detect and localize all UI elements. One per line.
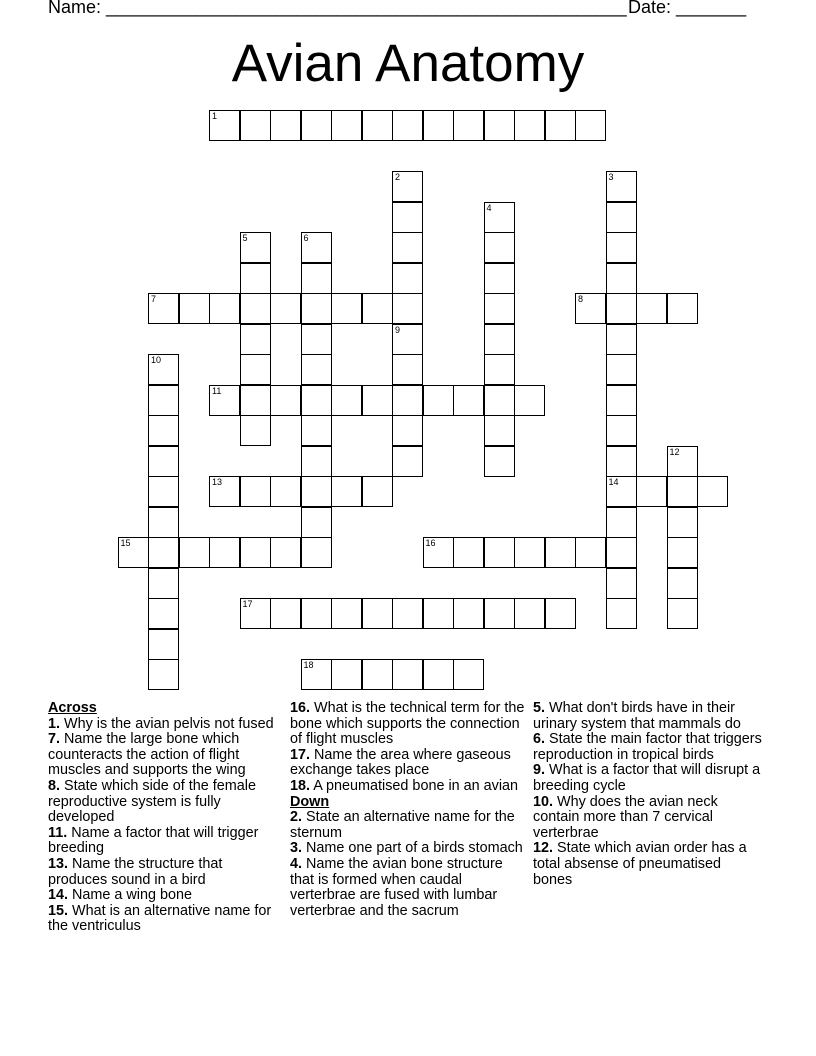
clue-number-label: 16 [425, 538, 436, 548]
clue-number-label: 18 [303, 660, 314, 670]
page-title: Avian Anatomy [231, 34, 585, 93]
grid-cell[interactable] [484, 415, 515, 446]
clue-number-label: 13 [212, 477, 223, 487]
clue-text: State the main factor that triggers reproduction in tropical birds [533, 731, 762, 763]
grid-cell[interactable] [362, 110, 393, 141]
clue-text: Name a factor that will trigger breeding [48, 824, 259, 857]
grid-cell[interactable] [392, 598, 423, 629]
grid-cell[interactable] [484, 293, 515, 324]
clue-number-label: 11 [212, 385, 222, 396]
grid-cell[interactable] [148, 446, 179, 477]
grid-cell[interactable] [148, 507, 179, 538]
date-line[interactable]: Date: _______ [628, 0, 747, 17]
grid-cell[interactable] [209, 110, 240, 141]
grid-cell[interactable] [484, 202, 515, 233]
grid-cell[interactable] [514, 598, 545, 629]
grid-cell[interactable] [423, 598, 454, 629]
clue-text: Why does the avian neck contain more than 7 cervical verterbrae [533, 793, 718, 841]
clue-text: What is an alternative name for the ventriculus [48, 902, 272, 935]
clue-number-label: 17 [242, 599, 253, 609]
grid-cell[interactable] [667, 507, 698, 538]
grid-cell[interactable] [301, 293, 332, 324]
grid-cell[interactable] [606, 476, 637, 507]
grid-cell[interactable] [331, 598, 362, 629]
clue-across [290, 748, 528, 779]
clue-number: 7. [48, 731, 61, 748]
grid-cell[interactable] [606, 354, 637, 385]
grid-cell[interactable] [362, 598, 393, 629]
grid-cell[interactable] [392, 293, 423, 324]
clue-number: 9. [533, 762, 546, 779]
clue-number: 16. [290, 700, 311, 716]
grid-cell[interactable] [575, 110, 606, 141]
grid-cell[interactable] [301, 324, 332, 355]
grid-cell[interactable] [606, 263, 637, 294]
grid-cell[interactable] [392, 263, 423, 294]
clue-across [48, 717, 278, 733]
clue-number: 18. [290, 777, 311, 794]
grid-cell[interactable] [270, 537, 301, 568]
clue-number-label: 8 [578, 294, 584, 304]
clue-number-label: 6 [303, 233, 309, 243]
clue-across [48, 732, 278, 779]
grid-cell[interactable] [514, 537, 545, 568]
clue-number-label: 3 [608, 172, 614, 182]
grid-cell[interactable] [606, 446, 637, 477]
grid-cell[interactable] [240, 293, 271, 324]
grid-cell[interactable] [331, 110, 362, 141]
grid-cell[interactable] [301, 476, 332, 507]
grid-cell[interactable] [301, 446, 332, 477]
grid-cell[interactable] [301, 598, 332, 629]
grid-cell[interactable] [301, 537, 332, 568]
grid-cell[interactable] [301, 385, 332, 416]
clues-column-3 [533, 701, 763, 888]
grid-cell[interactable] [636, 476, 667, 507]
grid-cell[interactable] [545, 537, 576, 568]
clue-text: What is the technical term for the bone which supports the connection of flight muscles [290, 700, 525, 748]
grid-cell[interactable] [484, 324, 515, 355]
clue-across [48, 904, 278, 935]
grid-cell[interactable] [240, 385, 271, 416]
grid-cell[interactable] [484, 598, 515, 629]
clue-text: A pneumatised bone in an avian [313, 777, 519, 794]
clue-across [48, 779, 278, 826]
grid-cell[interactable] [301, 354, 332, 385]
clue-number: 15. [48, 902, 69, 919]
grid-cell[interactable] [118, 537, 149, 568]
across-heading: Across [48, 700, 97, 716]
grid-cell[interactable] [240, 598, 271, 629]
grid-cell[interactable] [514, 110, 545, 141]
clue-number: 6. [533, 731, 546, 748]
clue-text: State which side of the female reproductive system is fully developed [48, 777, 256, 826]
grid-cell[interactable] [270, 110, 301, 141]
grid-cell[interactable] [606, 507, 637, 538]
clue-number-label: 2 [395, 172, 401, 182]
grid-cell[interactable] [301, 110, 332, 141]
grid-cell[interactable] [301, 659, 332, 690]
grid-cell[interactable] [575, 293, 606, 324]
grid-cell[interactable] [270, 598, 301, 629]
grid-cell[interactable] [484, 354, 515, 385]
grid-cell[interactable] [240, 232, 271, 263]
grid-cell[interactable] [148, 659, 179, 690]
clue-down [533, 841, 763, 888]
clue-number: 2. [290, 809, 303, 826]
clue-text: Name a wing bone [72, 887, 193, 904]
clue-number-label: 14 [608, 477, 619, 487]
grid-cell[interactable] [209, 476, 240, 507]
clue-number-label: 1 [212, 111, 218, 121]
grid-cell[interactable] [667, 537, 698, 568]
grid-cell[interactable] [148, 354, 179, 385]
grid-cell[interactable] [636, 293, 667, 324]
grid-cell[interactable] [606, 324, 637, 355]
clue-text: What don't birds have in their urinary system that mammals do [533, 700, 741, 732]
grid-cell[interactable] [453, 110, 484, 141]
grid-cell[interactable] [423, 537, 454, 568]
grid-cell[interactable] [362, 659, 393, 690]
grid-cell[interactable] [667, 293, 698, 324]
grid-cell[interactable] [667, 598, 698, 629]
grid-cell[interactable] [453, 659, 484, 690]
grid-cell[interactable] [667, 568, 698, 599]
clue-number: 1. [48, 715, 61, 732]
clue-text: Name the large bone which counteracts the action of flight muscles and supports the wing [48, 731, 246, 779]
grid-cell[interactable] [179, 293, 210, 324]
grid-cell[interactable] [392, 110, 423, 141]
grid-cell[interactable] [575, 537, 606, 568]
grid-cell[interactable] [484, 232, 515, 263]
clue-number: 4. [290, 855, 303, 872]
grid-cell[interactable] [423, 110, 454, 141]
grid-cell[interactable] [148, 568, 179, 599]
clue-down [290, 841, 528, 857]
clue-across [48, 888, 278, 904]
grid-cell[interactable] [606, 293, 637, 324]
grid-cell[interactable] [606, 171, 637, 202]
grid-cell[interactable] [301, 263, 332, 294]
grid-cell[interactable] [240, 415, 271, 446]
clue-text: Name the avian bone structure that is formed when caudal verterbrae are fused with lumbar verterbrae and the sacrum [290, 855, 503, 919]
grid-cell[interactable] [392, 232, 423, 263]
clue-across [48, 857, 278, 888]
clue-across [290, 701, 528, 748]
clue-number: 17. [290, 746, 311, 763]
grid-cell[interactable] [484, 537, 515, 568]
grid-cell[interactable] [606, 385, 637, 416]
grid-cell[interactable] [484, 446, 515, 477]
grid-cell[interactable] [606, 537, 637, 568]
name-line[interactable]: Name: ____________________________________________________ [48, 0, 627, 17]
grid-cell[interactable] [148, 385, 179, 416]
grid-cell[interactable] [606, 598, 637, 629]
grid-cell[interactable] [423, 385, 454, 416]
grid-cell[interactable] [331, 659, 362, 690]
clue-number-label: 9 [395, 324, 401, 335]
grid-cell[interactable] [148, 293, 179, 324]
clue-number-label: 5 [242, 233, 248, 243]
grid-cell[interactable] [484, 263, 515, 294]
grid-cell[interactable] [697, 476, 728, 507]
grid-cell[interactable] [453, 385, 484, 416]
clue-number-label: 15 [120, 538, 131, 548]
grid-cell[interactable] [606, 415, 637, 446]
clue-number: 5. [533, 700, 546, 716]
clue-number-label: 12 [669, 446, 680, 457]
grid-cell[interactable] [240, 110, 271, 141]
grid-cell[interactable] [301, 232, 332, 263]
clue-text: Why is the avian pelvis not fused [64, 715, 274, 732]
grid-cell[interactable] [301, 415, 332, 446]
grid-cell[interactable] [148, 415, 179, 446]
grid-cell[interactable] [606, 202, 637, 233]
clue-text: Name one part of a birds stomach [306, 840, 523, 857]
clue-text: State which avian order has a total absense of pneumatised bones [533, 840, 747, 888]
grid-cell[interactable] [179, 537, 210, 568]
clue-down [290, 857, 528, 919]
grid-cell[interactable] [240, 476, 271, 507]
clue-number-label: 7 [151, 294, 157, 304]
clue-text: State an alternative name for the sternum [290, 809, 515, 841]
grid-cell[interactable] [209, 385, 240, 416]
grid-cell[interactable] [362, 476, 393, 507]
grid-cell[interactable] [545, 598, 576, 629]
grid-cell[interactable] [209, 537, 240, 568]
grid-cell[interactable] [392, 354, 423, 385]
clues-column-1 [48, 701, 278, 935]
clue-across [48, 826, 278, 857]
grid-cell[interactable] [514, 385, 545, 416]
clue-down [290, 810, 528, 841]
grid-cell[interactable] [392, 324, 423, 355]
clue-number: 3. [290, 840, 303, 857]
grid-cell[interactable] [392, 385, 423, 416]
grid-cell[interactable] [240, 263, 271, 294]
down-heading: Down [290, 793, 330, 810]
clue-number: 13. [48, 855, 69, 872]
clue-number-label: 10 [151, 355, 162, 365]
grid-cell[interactable] [484, 385, 515, 416]
grid-cell[interactable] [148, 598, 179, 629]
grid-cell[interactable] [209, 293, 240, 324]
grid-cell[interactable] [301, 507, 332, 538]
grid-cell[interactable] [392, 446, 423, 477]
grid-cell[interactable] [362, 385, 393, 416]
grid-cell[interactable] [240, 324, 271, 355]
grid-cell[interactable] [270, 385, 301, 416]
clue-number-label: 4 [486, 202, 492, 213]
grid-cell[interactable] [606, 232, 637, 263]
grid-cell[interactable] [545, 110, 576, 141]
grid-cell[interactable] [453, 598, 484, 629]
grid-cell[interactable] [331, 293, 362, 324]
grid-cell[interactable] [392, 659, 423, 690]
clue-down [533, 732, 763, 763]
grid-cell[interactable] [148, 476, 179, 507]
grid-cell[interactable] [270, 293, 301, 324]
clue-text: Name the structure that produces sound in a bird [48, 855, 223, 888]
grid-cell[interactable] [667, 446, 698, 477]
clues-column-2 [290, 701, 528, 919]
grid-cell[interactable] [484, 110, 515, 141]
clue-number: 12. [533, 840, 554, 857]
grid-cell[interactable] [331, 476, 362, 507]
grid-cell[interactable] [148, 629, 179, 660]
clue-text: What is a factor that will disrupt a breeding cycle [533, 762, 761, 794]
grid-cell[interactable] [606, 568, 637, 599]
grid-cell[interactable] [240, 354, 271, 385]
grid-cell[interactable] [392, 415, 423, 446]
grid-cell[interactable] [392, 171, 423, 202]
grid-cell[interactable] [331, 385, 362, 416]
clue-down [533, 795, 763, 842]
grid-cell[interactable] [240, 537, 271, 568]
grid-cell[interactable] [270, 476, 301, 507]
grid-cell[interactable] [453, 537, 484, 568]
clue-number: 8. [48, 777, 61, 794]
clue-number: 14. [48, 887, 69, 904]
clue-text: Name the area where gaseous exchange takes place [290, 746, 511, 779]
grid-cell[interactable] [392, 202, 423, 233]
grid-cell[interactable] [148, 537, 179, 568]
clue-number: 11. [48, 824, 68, 841]
clue-down [533, 763, 763, 794]
clue-down [533, 701, 763, 732]
grid-cell[interactable] [423, 659, 454, 690]
clue-across [290, 779, 528, 795]
grid-cell[interactable] [667, 476, 698, 507]
clue-number: 10. [533, 793, 554, 810]
grid-cell[interactable] [362, 293, 393, 324]
